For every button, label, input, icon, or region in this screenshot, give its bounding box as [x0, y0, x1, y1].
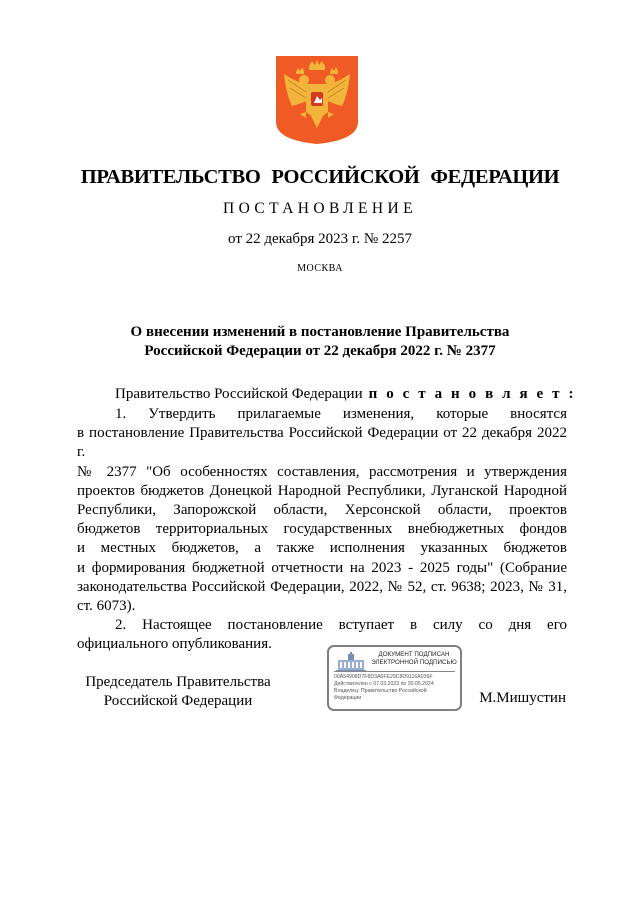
- coat-of-arms-emblem: [276, 56, 358, 144]
- signer-name: М.Мишустин: [479, 690, 566, 706]
- body-line: проектов бюджетов Донецкой Народной Республики, Луганской Народной: [77, 482, 567, 499]
- body-line: бюджетов территориальных государственных внебюджетных фондов: [77, 521, 567, 538]
- government-building-icon: [336, 652, 366, 672]
- body-line: 2. Настоящее постановление вступает в силу со дня его: [115, 617, 567, 634]
- body-line: и формирования бюджетной отчетности на 2023 - 2025 годы" (Собрание: [77, 559, 567, 576]
- document-date-number: от 22 декабря 2023 г. № 2257: [228, 231, 412, 247]
- electronic-signature-stamp: [327, 645, 462, 711]
- certificate-owner: Владелец: Правительство Российской: [334, 688, 427, 694]
- certificate-serial: 00A54908D7F8D3A6FE29C8D9116A039F: [334, 674, 433, 680]
- position-line: Российской Федерации: [103, 693, 253, 709]
- document-subject: [0, 323, 640, 361]
- stamp-title-line: ДОКУМЕНТ ПОДПИСАН: [378, 651, 450, 658]
- signatory-position: [78, 673, 278, 711]
- subject-line: Российской Федерации от 22 декабря 2022 г. № 2377: [144, 343, 496, 359]
- document-body: [77, 405, 567, 655]
- subject-line: О внесении изменений в постановление Правительства: [130, 324, 510, 340]
- lead-sentence: [115, 386, 576, 403]
- body-line: Республики, Запорожской области, Херсонской области, проектов: [77, 502, 567, 519]
- russian-coat-of-arms-icon: [276, 56, 358, 144]
- body-line: № 2377 "Об особенностях составления, рассмотрения и утверждения: [77, 463, 567, 480]
- lead-subject: Правительство Российской Федерации: [115, 386, 363, 402]
- body-line: официального опубликования.: [77, 636, 272, 653]
- body-line: в постановление Правительства Российской Федерации от 22 декабря 2022 г.: [77, 425, 567, 461]
- body-line: законодательства Российской Федерации, 2022, № 52, ст. 9638; 2023, № 31,: [77, 578, 567, 595]
- certificate-owner: Федерации: [334, 695, 362, 701]
- government-title: ПРАВИТЕЛЬСТВО РОССИЙСКОЙ ФЕДЕРАЦИИ: [80, 166, 560, 188]
- stamp-title: [369, 651, 459, 666]
- body-line: и местных бюджетов, а также исполнения указанных бюджетов: [77, 540, 567, 557]
- body-line: ст. 6073).: [77, 598, 136, 615]
- document-type: ПОСТАНОВЛЕНИЕ: [223, 200, 417, 217]
- stamp-title-line: ЭЛЕКТРОННОЙ ПОДПИСЬЮ: [371, 658, 457, 666]
- body-line: 1. Утвердить прилагаемые изменения, которые вносятся: [115, 406, 567, 422]
- stamp-divider: [334, 671, 455, 672]
- stamp-details: [334, 674, 459, 702]
- lead-verb: п о с т а н о в л я е т :: [368, 386, 577, 402]
- document-place: МОСКВА: [297, 263, 343, 274]
- certificate-validity: Действителен с 07.03.2023 по 30.05.2024: [334, 681, 434, 687]
- position-line: Председатель Правительства: [85, 674, 271, 690]
